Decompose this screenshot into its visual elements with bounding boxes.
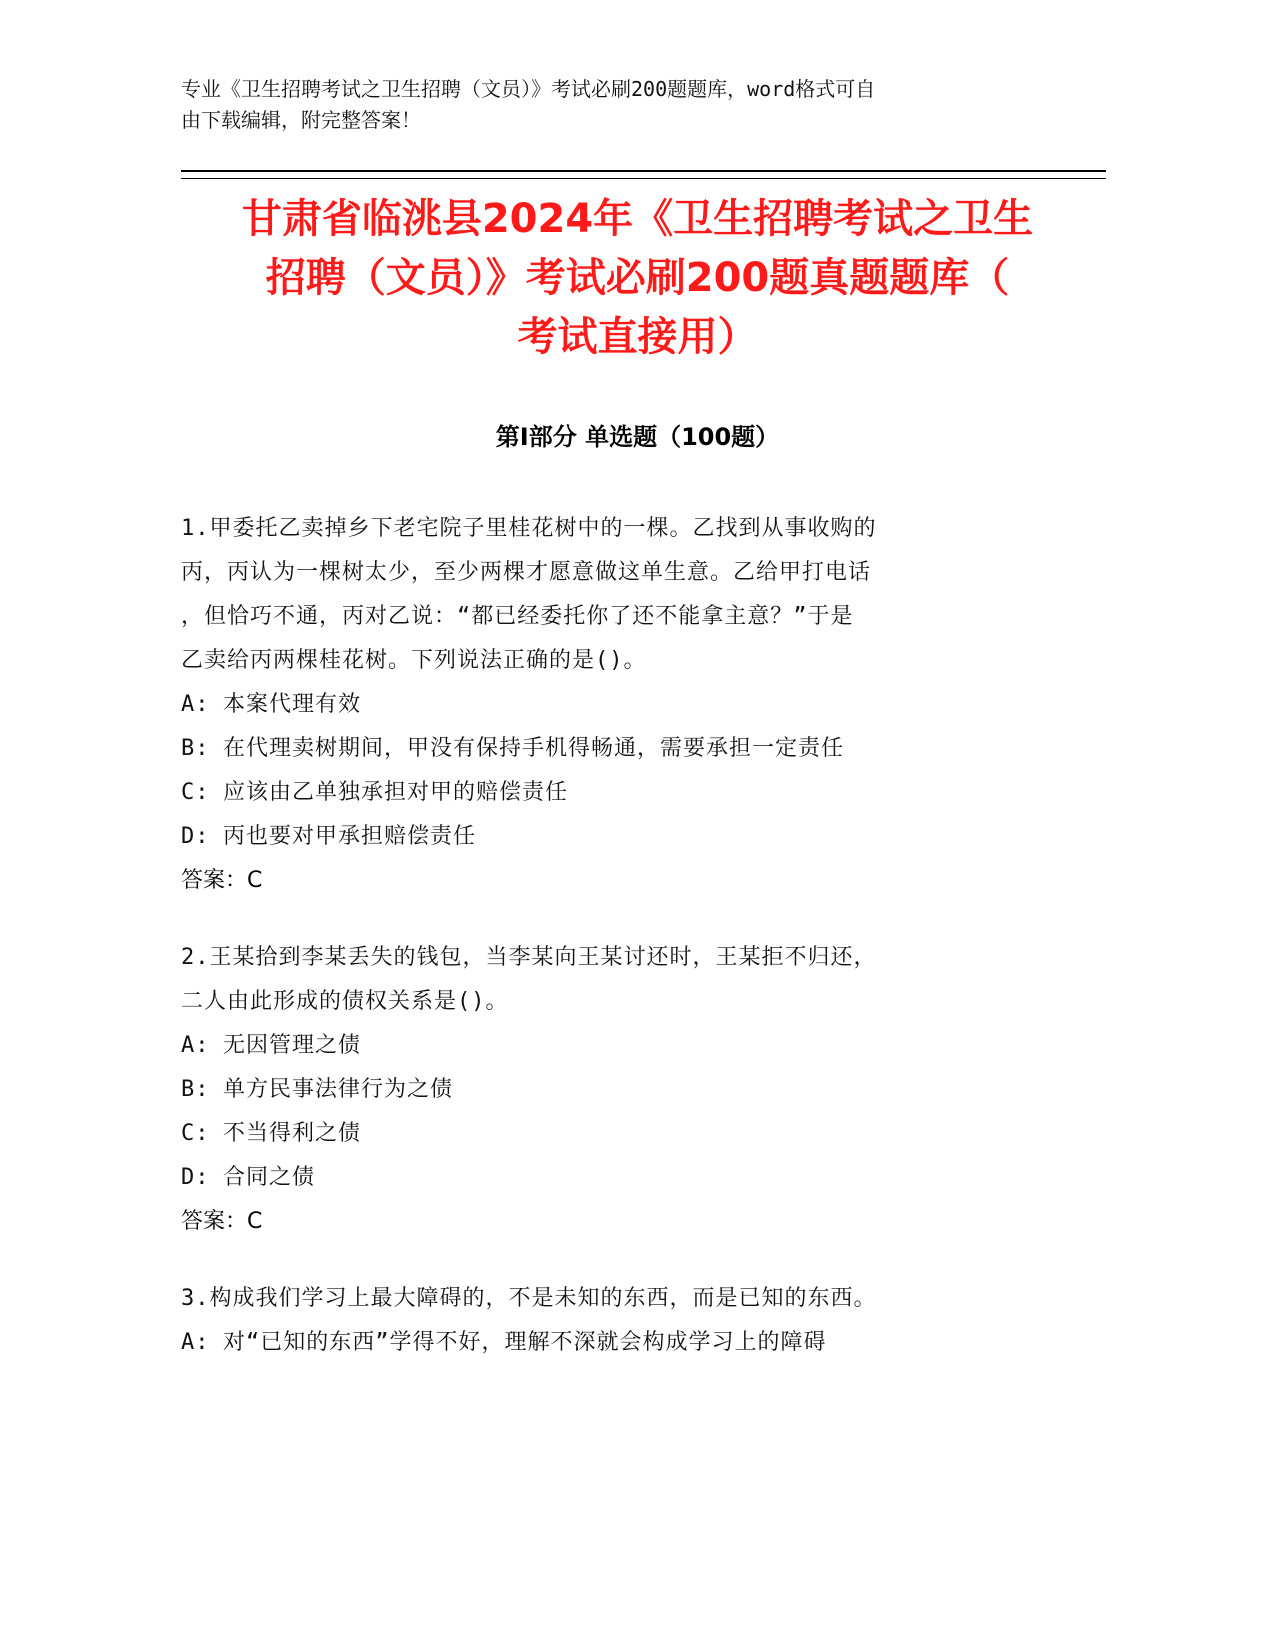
option-c <box>181 771 1051 815</box>
option-text: 无因管理之债 <box>223 1033 362 1058</box>
header-divider <box>181 170 1106 172</box>
question-1 <box>181 507 1051 903</box>
question-stem-line: ，但恰巧不通，丙对乙说：“都已经委托你了还不能拿主意？”于是 <box>181 604 854 629</box>
option-a <box>181 1321 1051 1365</box>
option-text: 不当得利之债 <box>223 1121 362 1146</box>
header-divider-thin <box>181 178 1106 179</box>
option-letter: B: <box>181 1077 210 1102</box>
option-letter: D: <box>181 1165 210 1190</box>
option-letter: B: <box>181 736 210 761</box>
option-letter: A: <box>181 1033 210 1058</box>
question-list <box>181 507 1051 1398</box>
option-letter: D: <box>181 824 210 849</box>
document-title <box>150 190 1125 367</box>
option-d <box>181 815 1051 859</box>
answer-line: 答案：C <box>181 868 263 893</box>
option-text: 单方民事法律行为之债 <box>223 1077 454 1102</box>
option-text: 丙也要对甲承担赔偿责任 <box>223 824 477 849</box>
header-note <box>181 74 1081 136</box>
question-stem-line: 丙，丙认为一棵树太少，至少两棵才愿意做这单生意。乙给甲打电话 <box>181 560 872 585</box>
option-b <box>181 727 1051 771</box>
option-c <box>181 1112 1051 1156</box>
option-text: 在代理卖树期间，甲没有保持手机得畅通，需要承担一定责任 <box>223 736 845 761</box>
question-2 <box>181 936 1051 1244</box>
option-text: 对“已知的东西”学得不好，理解不深就会构成学习上的障碍 <box>223 1330 827 1355</box>
header-note-line: 专业《卫生招聘考试之卫生招聘（文员）》考试必刷200题题库，word格式可自 <box>181 77 876 101</box>
question-stem-line: 乙卖给丙两棵桂花树。下列说法正确的是()。 <box>181 648 647 673</box>
document-title-line: 考试直接用） <box>517 314 758 360</box>
answer-line: 答案：C <box>181 1209 263 1234</box>
option-b <box>181 1068 1051 1112</box>
header-note-line: 由下载编辑，附完整答案！ <box>181 108 421 132</box>
option-text: 本案代理有效 <box>223 692 362 717</box>
document-title-line: 甘肃省临洮县2024年《卫生招聘考试之卫生 <box>241 196 1034 242</box>
document-title-line: 招聘（文员）》考试必刷200题真题题库（ <box>265 255 1010 301</box>
option-a <box>181 1024 1051 1068</box>
section-title: 第Ⅰ部分 单选题（100题） <box>495 423 780 451</box>
question-stem-line: 1.甲委托乙卖掉乡下老宅院子里桂花树中的一棵。乙找到从事收购的 <box>181 516 877 541</box>
question-3 <box>181 1277 1051 1365</box>
option-a <box>181 683 1051 727</box>
option-letter: A: <box>181 692 210 717</box>
option-letter: C: <box>181 1121 210 1146</box>
option-d <box>181 1156 1051 1200</box>
question-stem-line: 3.构成我们学习上最大障碍的，不是未知的东西，而是已知的东西。 <box>181 1286 877 1311</box>
option-text: 合同之债 <box>223 1165 316 1190</box>
option-letter: A: <box>181 1330 210 1355</box>
option-letter: C: <box>181 780 210 805</box>
question-stem-line: 2.王某拾到李某丢失的钱包，当李某向王某讨还时，王某拒不归还， <box>181 945 877 970</box>
option-text: 应该由乙单独承担对甲的赔偿责任 <box>223 780 569 805</box>
question-stem-line: 二人由此形成的债权关系是()。 <box>181 989 509 1014</box>
